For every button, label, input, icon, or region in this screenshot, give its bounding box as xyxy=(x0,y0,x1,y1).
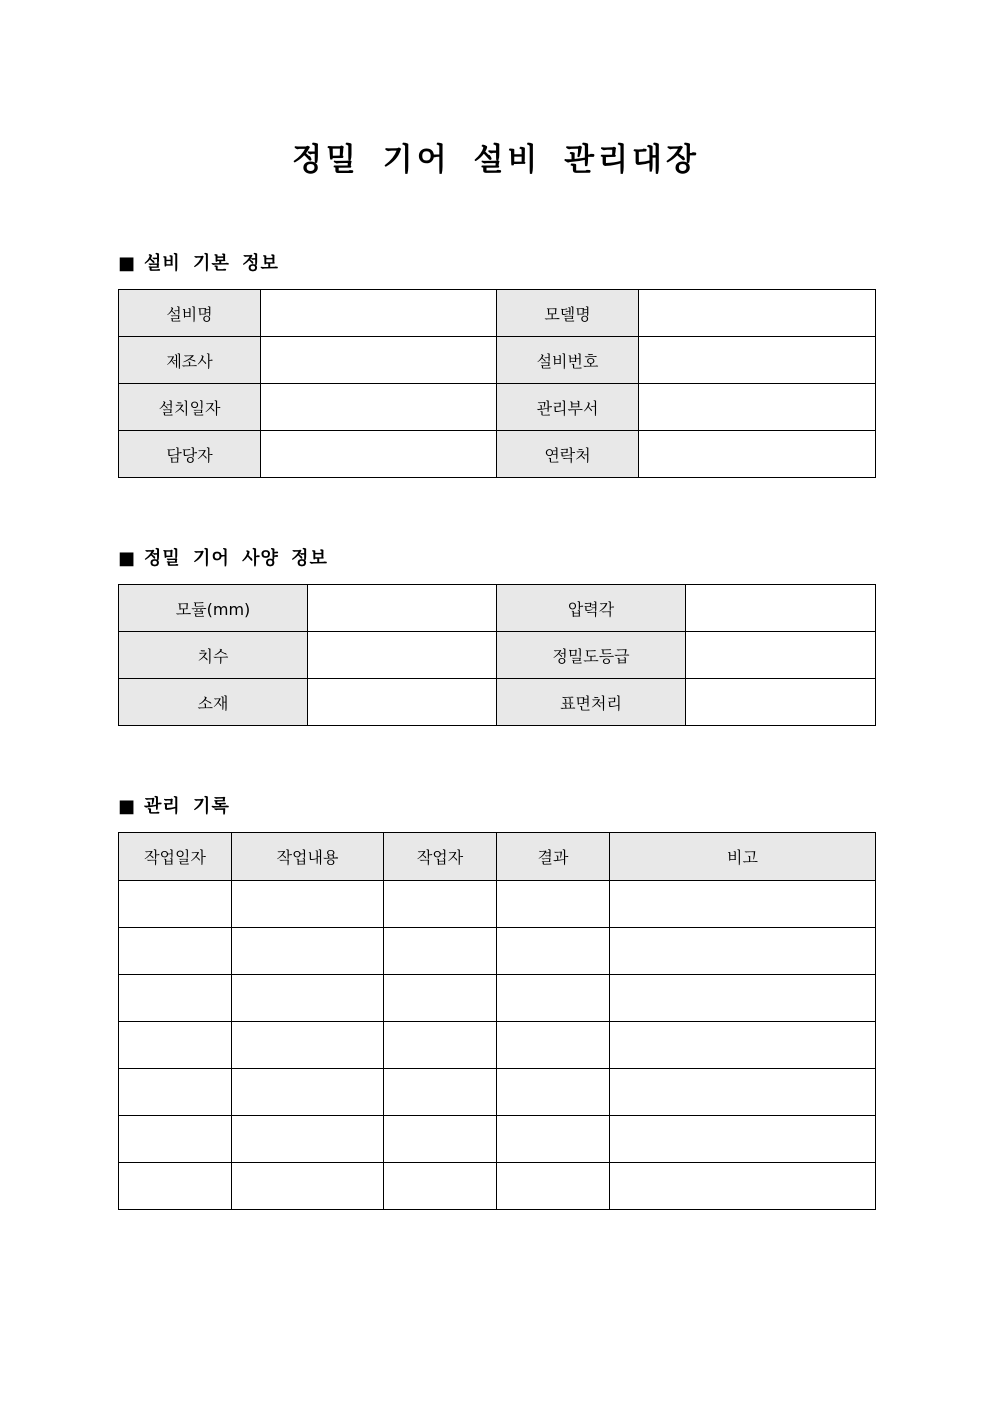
table-row xyxy=(119,290,876,337)
model-name-field[interactable] xyxy=(639,290,876,337)
column-header-work-content: 작업내용 xyxy=(232,833,384,881)
precision-grade-field[interactable] xyxy=(686,632,876,679)
module-field[interactable] xyxy=(308,585,497,632)
worker-cell[interactable] xyxy=(384,881,497,928)
surface-treatment-field[interactable] xyxy=(686,679,876,726)
section-title: 설비 기본 정보 xyxy=(144,253,279,274)
section-title: 관리 기록 xyxy=(144,796,230,817)
label-dimensions: 치수 xyxy=(119,632,308,679)
table-row xyxy=(119,975,876,1022)
remarks-cell[interactable] xyxy=(610,928,876,975)
result-cell[interactable] xyxy=(497,928,610,975)
worker-cell[interactable] xyxy=(384,1116,497,1163)
label-equipment-name: 설비명 xyxy=(119,290,261,337)
label-precision-grade: 정밀도등급 xyxy=(497,632,686,679)
table-row xyxy=(119,431,876,478)
work-date-cell[interactable] xyxy=(119,1163,232,1210)
section-title: 정밀 기어 사양 정보 xyxy=(144,548,328,569)
work-content-cell[interactable] xyxy=(232,881,384,928)
table-row xyxy=(119,337,876,384)
work-content-cell[interactable] xyxy=(232,1163,384,1210)
label-person-in-charge: 담당자 xyxy=(119,431,261,478)
result-cell[interactable] xyxy=(497,881,610,928)
remarks-cell[interactable] xyxy=(610,881,876,928)
square-bullet-icon: ■ xyxy=(118,548,137,569)
pressure-angle-field[interactable] xyxy=(686,585,876,632)
label-department: 관리부서 xyxy=(497,384,639,431)
install-date-field[interactable] xyxy=(261,384,497,431)
equipment-name-field[interactable] xyxy=(261,290,497,337)
label-pressure-angle: 압력각 xyxy=(497,585,686,632)
label-equipment-number: 설비번호 xyxy=(497,337,639,384)
work-date-cell[interactable] xyxy=(119,1022,232,1069)
section-heading-records xyxy=(118,794,230,820)
remarks-cell[interactable] xyxy=(610,975,876,1022)
contact-field[interactable] xyxy=(639,431,876,478)
table-row xyxy=(119,384,876,431)
work-content-cell[interactable] xyxy=(232,1022,384,1069)
material-field[interactable] xyxy=(308,679,497,726)
section-heading-basic-info xyxy=(118,251,279,277)
work-content-cell[interactable] xyxy=(232,1069,384,1116)
label-contact: 연락처 xyxy=(497,431,639,478)
person-in-charge-field[interactable] xyxy=(261,431,497,478)
column-header-remarks: 비고 xyxy=(610,833,876,881)
table-row xyxy=(119,928,876,975)
work-date-cell[interactable] xyxy=(119,1069,232,1116)
remarks-cell[interactable] xyxy=(610,1116,876,1163)
result-cell[interactable] xyxy=(497,1163,610,1210)
dimensions-field[interactable] xyxy=(308,632,497,679)
work-content-cell[interactable] xyxy=(232,1116,384,1163)
column-header-result: 결과 xyxy=(497,833,610,881)
square-bullet-icon: ■ xyxy=(118,796,137,817)
table-row xyxy=(119,1069,876,1116)
worker-cell[interactable] xyxy=(384,975,497,1022)
basic-info-table xyxy=(118,289,876,478)
worker-cell[interactable] xyxy=(384,1163,497,1210)
work-content-cell[interactable] xyxy=(232,928,384,975)
result-cell[interactable] xyxy=(497,975,610,1022)
column-header-work-date: 작업일자 xyxy=(119,833,232,881)
work-date-cell[interactable] xyxy=(119,975,232,1022)
remarks-cell[interactable] xyxy=(610,1022,876,1069)
result-cell[interactable] xyxy=(497,1116,610,1163)
equipment-number-field[interactable] xyxy=(639,337,876,384)
work-date-cell[interactable] xyxy=(119,1116,232,1163)
label-surface-treatment: 표면처리 xyxy=(497,679,686,726)
square-bullet-icon: ■ xyxy=(118,253,137,274)
worker-cell[interactable] xyxy=(384,1069,497,1116)
remarks-cell[interactable] xyxy=(610,1069,876,1116)
section-heading-spec-info xyxy=(118,546,328,572)
table-row xyxy=(119,1163,876,1210)
work-content-cell[interactable] xyxy=(232,975,384,1022)
work-date-cell[interactable] xyxy=(119,881,232,928)
table-row xyxy=(119,881,876,928)
label-module: 모듈(mm) xyxy=(119,585,308,632)
table-row xyxy=(119,632,876,679)
manufacturer-field[interactable] xyxy=(261,337,497,384)
label-material: 소재 xyxy=(119,679,308,726)
column-header-worker: 작업자 xyxy=(384,833,497,881)
department-field[interactable] xyxy=(639,384,876,431)
result-cell[interactable] xyxy=(497,1022,610,1069)
worker-cell[interactable] xyxy=(384,928,497,975)
label-install-date: 설치일자 xyxy=(119,384,261,431)
table-row xyxy=(119,679,876,726)
table-header-row xyxy=(119,833,876,881)
spec-info-table xyxy=(118,584,876,726)
result-cell[interactable] xyxy=(497,1069,610,1116)
records-table xyxy=(118,832,876,1210)
work-date-cell[interactable] xyxy=(119,928,232,975)
table-row xyxy=(119,1022,876,1069)
table-row xyxy=(119,1116,876,1163)
worker-cell[interactable] xyxy=(384,1022,497,1069)
label-manufacturer: 제조사 xyxy=(119,337,261,384)
document-title: 정밀 기어 설비 관리대장 xyxy=(292,142,700,178)
label-model-name: 모델명 xyxy=(497,290,639,337)
remarks-cell[interactable] xyxy=(610,1163,876,1210)
table-row xyxy=(119,585,876,632)
